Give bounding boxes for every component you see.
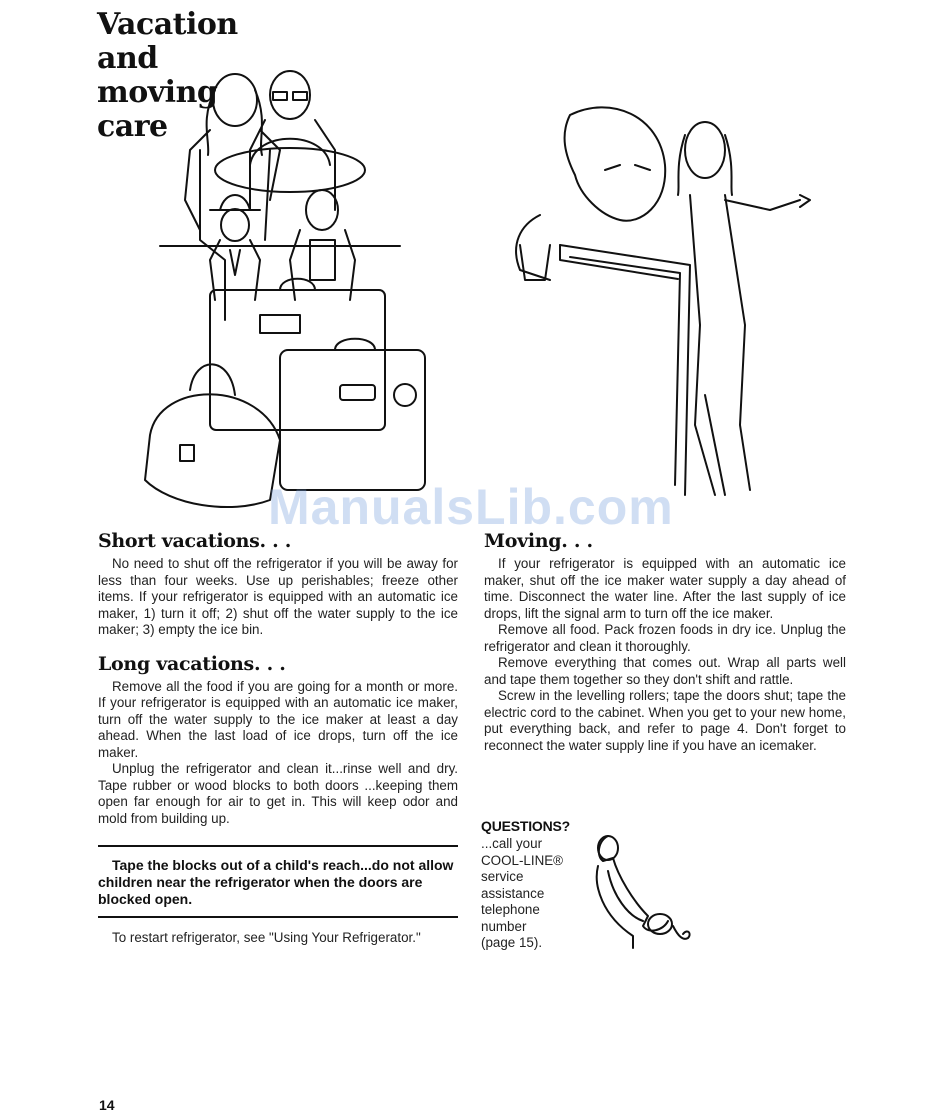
questions-line: telephone <box>481 902 540 917</box>
questions-line: COOL-LINE® <box>481 852 564 868</box>
child-safety-warning: Tape the blocks out of a child's reach...do not allow children near the refrigerator when the doors are blocked open. <box>98 857 454 907</box>
moving-couple-illustration <box>500 95 820 515</box>
restart-note: To restart refrigerator, see "Using Your Refrigerator." <box>112 930 421 945</box>
divider <box>98 916 458 918</box>
questions-line: ...call your <box>481 836 543 851</box>
moving-text: Screw in the levelling rollers; tape the doors shut; tape the electric cord to the cabinet. When you get to your new home, put everything back, and refer to page 4. Don't forget to reconnect the water supply line if you have an icemaker. <box>484 688 846 753</box>
questions-line: service <box>481 869 524 884</box>
short-vacations-heading: Short vacations. . . <box>98 530 292 552</box>
questions-line: assistance <box>481 885 545 901</box>
moving-text: Remove everything that comes out. Wrap all parts well and tape them together so they don't shift and rattle. <box>484 655 846 687</box>
title-line: Vacation <box>97 7 238 42</box>
family-luggage-illustration <box>140 60 440 510</box>
moving-heading: Moving. . . <box>484 530 593 552</box>
moving-text: If your refrigerator is equipped with an automatic ice maker, shut off the ice maker water supply a day ahead of time. Disconnect the water line. After the last supply of ice drops, lift the signal arm to turn off the ice maker. <box>484 556 846 621</box>
title-line: and <box>97 41 158 76</box>
watermark: ManualsLib.com <box>268 479 674 535</box>
long-vacations-text: Unplug the refrigerator and clean it...rinse well and dry. Tape rubber or wood blocks to both doors ...keeping them open far enough for air to get in. This will keep odor and mold from building up. <box>98 761 458 826</box>
title-line: care <box>97 109 168 144</box>
long-vacations-text: Remove all the food if you are going for a month or more. If your refrigerator is equipped with an automatic ice maker, turn off the water supply to the ice maker at least a day ahead. When the last load of ice drops, turn off the ice maker. <box>98 678 458 760</box>
title-line: moving <box>97 75 218 110</box>
questions-line: number <box>481 918 527 934</box>
long-vacations-heading: Long vacations. . . <box>98 652 286 675</box>
telephone-handset-icon <box>588 826 698 951</box>
questions-title: QUESTIONS? <box>481 818 571 834</box>
short-vacations-text: No need to shut off the refrigerator if you will be away for less than four weeks. Use up perishables; freeze other items. If your refrigerator is equipped with an automatic ice maker, 1) turn it off; 2) shut off the water supply to the ice maker; 3) empty the ice bin. <box>98 556 458 637</box>
questions-line: (page 15). <box>481 935 543 950</box>
moving-text: Remove all food. Pack frozen foods in dry ice. Unplug the refrigerator and clean it thoroughly. <box>484 622 846 654</box>
page-number: 14 <box>99 1097 115 1113</box>
divider <box>98 845 458 847</box>
right-column <box>484 530 846 754</box>
left-column <box>98 530 458 947</box>
